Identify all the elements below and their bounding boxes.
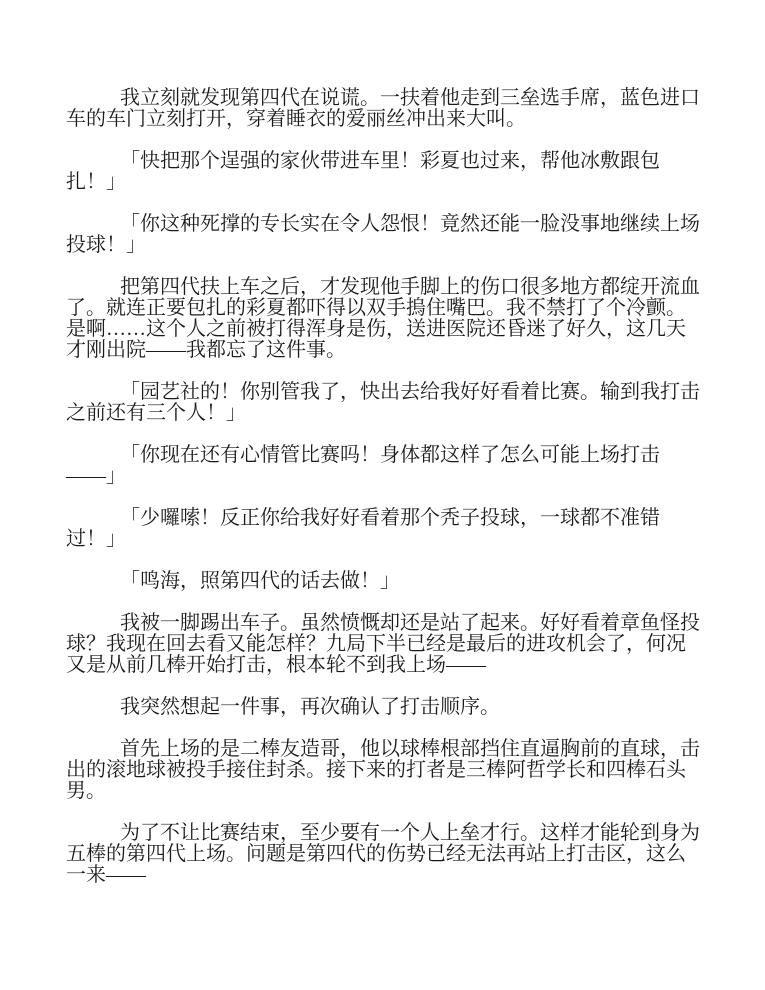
paragraph: 「鸣海，照第四代的话去做！」 [120,570,400,592]
page-text [66,88,702,907]
paragraph: 首先上场的是二棒友造哥，他以球棒根部挡住直逼胸前的直球，击出的滚地球被投手接住封杀。接下来的打者是三棒阿哲学长和四棒石头男。 [66,738,700,802]
paragraph: 「你这种死撑的专长实在令人怨恨！竟然还能一脸没事地继续上场投球！」 [66,213,700,256]
paragraph: 我立刻就发现第四代在说谎。一扶着他走到三垒选手席，蓝色进口车的车门立刻打开，穿着睡衣的爱丽丝冲出来大叫。 [66,87,700,130]
paragraph: 「少囉嗦！反正你给我好好看着那个秃子投球，一球都不准错过！」 [66,507,660,550]
paragraph: 把第四代扶上车之后，才发现他手脚上的伤口很多地方都绽开流血了。就连正要包扎的彩夏都吓得以双手摀住嘴巴。我不禁打了个冷颤。是啊……这个人之前被打得浑身是伤，送进医院还昏迷了好久，这几天才刚出院——我都忘了这件事。 [66,276,700,361]
paragraph: 「你现在还有心情管比赛吗！身体都这样了怎么可能上场打击——」 [66,444,660,487]
paragraph: 我突然想起一件事，再次确认了打击顺序。 [120,696,500,718]
paragraph: 我被一脚踢出车子。虽然愤慨却还是站了起来。好好看着章鱼怪投球？我现在回去看又能怎样？九局下半已经是最后的进攻机会了，何况又是从前几棒开始打击，根本轮不到我上场—— [66,612,700,676]
paragraph: 「快把那个逞强的家伙带进车里！彩夏也过来，帮他冰敷跟包扎！」 [66,150,660,193]
paragraph: 为了不让比赛结束，至少要有一个人上垒才行。这样才能轮到身为五棒的第四代上场。问题是第四代的伤势已经无法再站上打击区，这么一来—— [66,822,700,886]
paragraph: 「园艺社的！你别管我了，快出去给我好好看着比赛。输到我打击之前还有三个人！」 [66,381,700,424]
